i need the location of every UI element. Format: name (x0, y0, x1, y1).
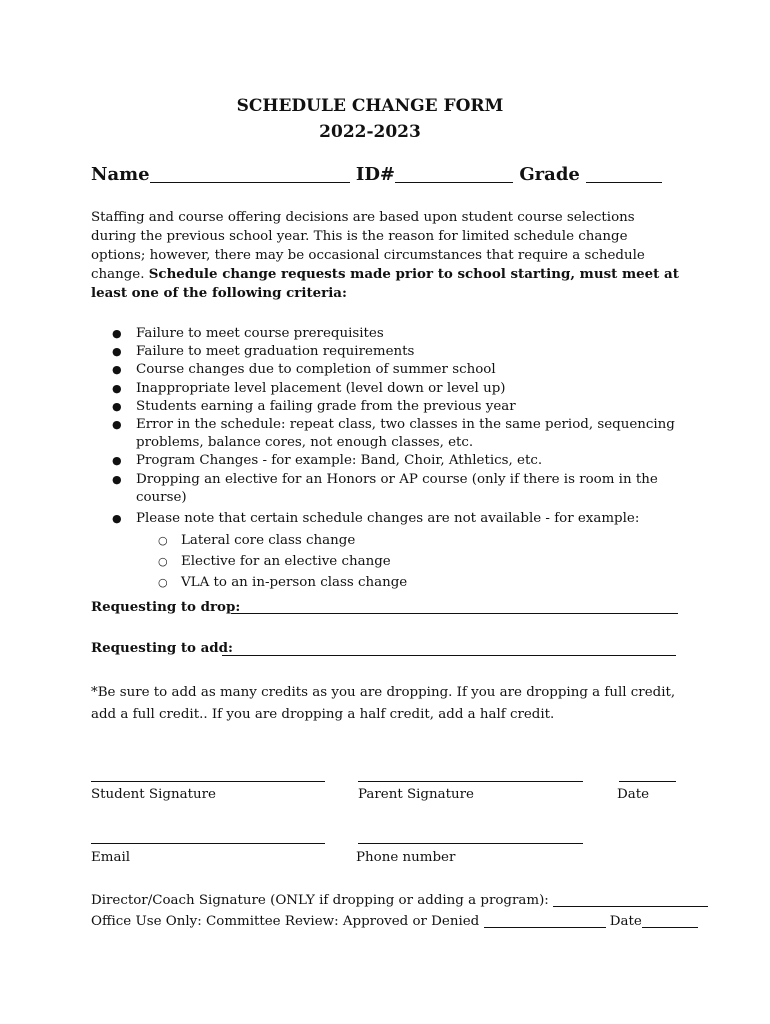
drop-label: Requesting to drop: (91, 599, 241, 615)
bullet-icon: ● (112, 454, 122, 468)
parent-signature-field[interactable] (358, 781, 583, 782)
phone-label: Phone number (356, 850, 456, 865)
bullet-icon: ● (112, 345, 122, 359)
list-item: ● Error in the schedule: repeat class, two classes in the same period, sequencing problems, balance cores, not enough classes, etc. (112, 417, 675, 451)
bullet-icon: ● (112, 399, 122, 413)
circle-bullet-icon: ○ (158, 534, 168, 548)
list-item: ○ Lateral core class change (136, 530, 698, 551)
list-item: ○ VLA to an in-person class change (136, 572, 698, 593)
committee-review-field[interactable] (484, 913, 606, 928)
drop-field[interactable] (231, 613, 678, 614)
name-field[interactable] (150, 164, 350, 183)
list-item: ● Students earning a failing grade from the previous year (108, 398, 698, 416)
date-label: Date (617, 787, 650, 802)
director-signature-row (91, 892, 708, 908)
intro-bold-text: Schedule change requests made prior to school starting, must meet at least one of the following criteria: (91, 266, 679, 301)
grade-label: Grade (519, 164, 580, 185)
criteria-list (108, 325, 698, 593)
list-item: ● Failure to meet course prerequisites (108, 325, 698, 343)
name-label: Name (91, 164, 150, 185)
list-item: ● Please note that certain schedule changes are not available - for example: ○ Lateral core class change ○ Elective for an elective change ○ VLA to an in-person class change (108, 510, 698, 593)
add-label: Requesting to add: (91, 640, 233, 656)
bullet-icon: ● (112, 327, 122, 340)
form-title: SCHEDULE CHANGE FORM (236, 96, 504, 116)
circle-bullet-icon: ○ (158, 555, 168, 569)
identity-row (91, 164, 662, 185)
email-label: Email (91, 850, 131, 865)
list-item: ● Inappropriate level placement (level down or level up) (108, 380, 698, 398)
bullet-icon: ● (112, 418, 122, 432)
circle-bullet-icon: ○ (158, 576, 168, 590)
parent-signature-label: Parent Signature (358, 787, 474, 802)
director-signature-label: Director/Coach Signature (ONLY if dropping or adding a program): (91, 893, 549, 908)
phone-field[interactable] (358, 843, 583, 844)
bullet-icon: ● (112, 512, 122, 526)
id-label: ID# (355, 164, 396, 185)
date-field[interactable] (619, 781, 676, 782)
credit-note: *Be sure to add as many credits as you are dropping. If you are dropping a full credit, add a full credit.. If you are dropping a half credit, add a half credit. (91, 685, 676, 722)
list-item: ● Dropping an elective for an Honors or AP course (only if there is room in the course) (112, 471, 658, 505)
list-item: ● Program Changes - for example: Band, Choir, Athletics, etc. (108, 452, 698, 470)
list-item: ● Failure to meet graduation requirements (108, 343, 698, 361)
id-field[interactable] (395, 164, 513, 183)
student-signature-field[interactable] (91, 781, 325, 782)
email-field[interactable] (91, 843, 325, 844)
director-signature-field[interactable] (553, 892, 708, 907)
office-date-field[interactable] (642, 913, 698, 928)
bullet-icon: ● (112, 472, 122, 486)
form-year: 2022-2023 (319, 122, 421, 142)
list-item: ○ Elective for an elective change (136, 551, 698, 572)
student-signature-label: Student Signature (91, 787, 216, 802)
office-use-label: Office Use Only: Committee Review: Approved or Denied (91, 914, 480, 929)
grade-field[interactable] (586, 164, 662, 183)
bullet-icon: ● (112, 381, 122, 395)
list-item: ● Course changes due to completion of summer school (108, 361, 698, 379)
office-use-row (91, 913, 698, 929)
add-field[interactable] (222, 655, 676, 656)
bullet-icon: ● (112, 363, 122, 377)
unavailable-examples-list (136, 530, 698, 593)
intro-paragraph (91, 208, 681, 303)
intro-text: Staffing and course offering decisions are based upon student course selections during the previous school year. This is the reason for limited schedule change options; however, there may be occasional circumstances that require a schedule change. (91, 210, 645, 282)
office-date-label: Date (609, 914, 642, 929)
